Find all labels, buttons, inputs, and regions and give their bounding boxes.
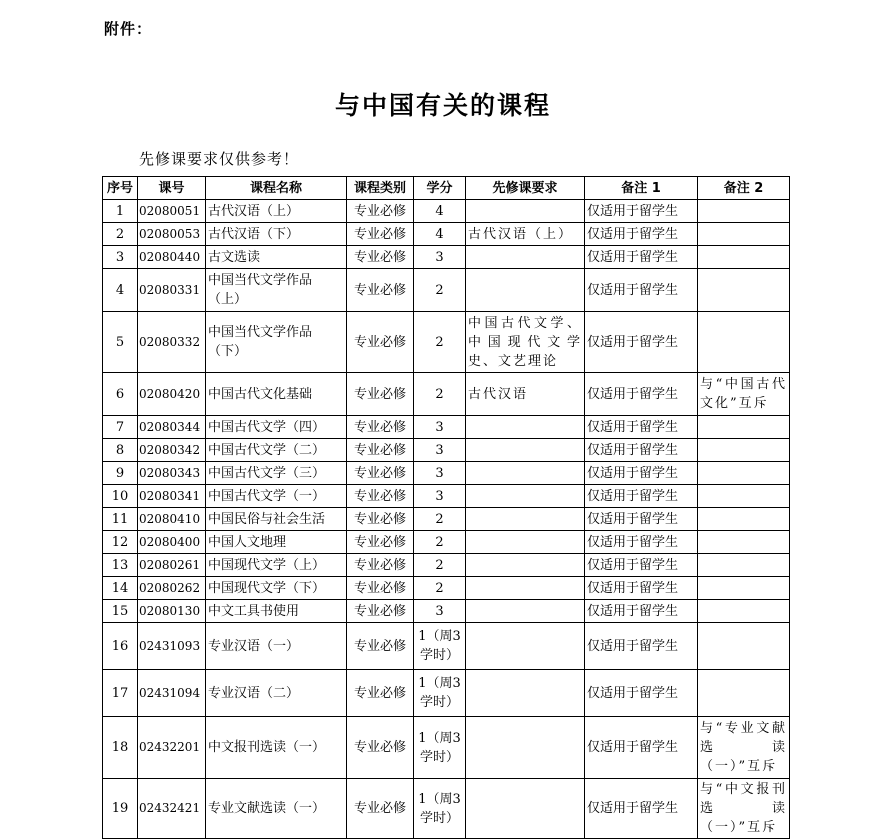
cell-name: 中国古代文学（三） [206,462,347,485]
cell-prereq [466,623,585,670]
cell-name: 中国古代文学（四） [206,416,347,439]
header-remark1: 备注 1 [585,177,698,200]
cell-no: 1 [103,200,138,223]
cell-code: 02080344 [138,416,206,439]
cell-remark2 [698,554,790,577]
cell-no: 8 [103,439,138,462]
cell-remark1: 仅适用于留学生 [585,670,698,717]
cell-no: 14 [103,577,138,600]
cell-remark1: 仅适用于留学生 [585,623,698,670]
cell-code: 02080261 [138,554,206,577]
cell-no: 17 [103,670,138,717]
header-prereq: 先修课要求 [466,177,585,200]
cell-name: 中国当代文学作品（下） [206,312,347,373]
header-code: 课号 [138,177,206,200]
cell-name: 中国民俗与社会生活 [206,508,347,531]
page-title: 与中国有关的课程 [334,91,551,120]
cell-credit: 2 [414,373,466,416]
cell-category: 专业必修 [347,485,414,508]
cell-name: 中国人文地理 [206,531,347,554]
cell-category: 专业必修 [347,623,414,670]
cell-credit: 3 [414,485,466,508]
cell-code: 02080420 [138,373,206,416]
cell-category: 专业必修 [347,200,414,223]
cell-credit: 4 [414,223,466,246]
cell-category: 专业必修 [347,508,414,531]
cell-category: 专业必修 [347,223,414,246]
cell-remark2: 与“专业文献选读（一）”互斥 [698,717,790,779]
cell-prereq [466,246,585,269]
table-row [103,600,790,623]
cell-remark1: 仅适用于留学生 [585,577,698,600]
cell-category: 专业必修 [347,269,414,312]
cell-remark2 [698,462,790,485]
cell-category: 专业必修 [347,246,414,269]
cell-credit: 2 [414,269,466,312]
cell-code: 02431093 [138,623,206,670]
cell-remark2 [698,312,790,373]
cell-remark2 [698,531,790,554]
cell-prereq [466,200,585,223]
table-row [103,623,790,670]
cell-remark1: 仅适用于留学生 [585,246,698,269]
cell-prereq [466,554,585,577]
cell-remark1: 仅适用于留学生 [585,485,698,508]
cell-category: 专业必修 [347,462,414,485]
cell-remark2: 与“中国古代文化”互斥 [698,373,790,416]
cell-code: 02080130 [138,600,206,623]
cell-category: 专业必修 [347,312,414,373]
cell-prereq [466,416,585,439]
cell-remark2 [698,246,790,269]
cell-code: 02080053 [138,223,206,246]
cell-no: 10 [103,485,138,508]
cell-category: 专业必修 [347,600,414,623]
cell-prereq [466,779,585,839]
cell-remark2 [698,623,790,670]
prerequisite-note: 先修课要求仅供参考！ [139,150,300,168]
course-table [102,176,790,839]
cell-code: 02080343 [138,462,206,485]
cell-name: 古代汉语（下） [206,223,347,246]
cell-remark2 [698,416,790,439]
cell-remark2 [698,670,790,717]
table-row [103,223,790,246]
cell-remark1: 仅适用于留学生 [585,600,698,623]
cell-remark1: 仅适用于留学生 [585,200,698,223]
cell-remark1: 仅适用于留学生 [585,223,698,246]
cell-category: 专业必修 [347,717,414,779]
cell-prereq [466,717,585,779]
cell-name: 专业文献选读（一） [206,779,347,839]
cell-code: 02080440 [138,246,206,269]
cell-remark1: 仅适用于留学生 [585,779,698,839]
table-row [103,439,790,462]
cell-no: 12 [103,531,138,554]
cell-category: 专业必修 [347,670,414,717]
cell-credit: 2 [414,531,466,554]
cell-code: 02080331 [138,269,206,312]
cell-prereq [466,531,585,554]
table-row [103,485,790,508]
cell-credit: 2 [414,508,466,531]
cell-name: 专业汉语（二） [206,670,347,717]
cell-credit: 3 [414,416,466,439]
cell-remark2 [698,485,790,508]
cell-code: 02431094 [138,670,206,717]
header-credit: 学分 [414,177,466,200]
cell-code: 02432421 [138,779,206,839]
attachment-label: 附件： [104,20,153,38]
cell-remark2 [698,200,790,223]
cell-remark1: 仅适用于留学生 [585,508,698,531]
cell-no: 16 [103,623,138,670]
cell-no: 19 [103,779,138,839]
cell-code: 02080410 [138,508,206,531]
table-row [103,373,790,416]
cell-remark1: 仅适用于留学生 [585,531,698,554]
cell-code: 02080341 [138,485,206,508]
cell-credit: 3 [414,439,466,462]
cell-no: 13 [103,554,138,577]
cell-prereq [466,577,585,600]
cell-name: 中国当代文学作品（上） [206,269,347,312]
cell-credit: 1（周3学时） [414,717,466,779]
cell-name: 中国现代文学（上） [206,554,347,577]
cell-no: 2 [103,223,138,246]
cell-name: 古文选读 [206,246,347,269]
cell-remark2: 与“中文报刊选读（一）”互斥 [698,779,790,839]
cell-credit: 3 [414,462,466,485]
table-row [103,508,790,531]
table-row [103,531,790,554]
cell-prereq [466,439,585,462]
cell-remark1: 仅适用于留学生 [585,373,698,416]
cell-remark2 [698,223,790,246]
cell-name: 中文工具书使用 [206,600,347,623]
cell-no: 4 [103,269,138,312]
cell-name: 中国古代文学（二） [206,439,347,462]
table-row [103,462,790,485]
cell-prereq: 古代汉语（上） [466,223,585,246]
table-header-row [103,177,790,200]
cell-credit: 2 [414,577,466,600]
header-no: 序号 [103,177,138,200]
cell-remark1: 仅适用于留学生 [585,717,698,779]
cell-category: 专业必修 [347,779,414,839]
cell-remark2 [698,577,790,600]
cell-code: 02080332 [138,312,206,373]
cell-no: 11 [103,508,138,531]
cell-no: 18 [103,717,138,779]
cell-no: 7 [103,416,138,439]
cell-name: 中国古代文化基础 [206,373,347,416]
cell-remark1: 仅适用于留学生 [585,439,698,462]
cell-credit: 4 [414,200,466,223]
table-row [103,554,790,577]
cell-credit: 3 [414,246,466,269]
table-row [103,670,790,717]
cell-prereq: 古代汉语 [466,373,585,416]
cell-remark1: 仅适用于留学生 [585,312,698,373]
cell-no: 3 [103,246,138,269]
cell-name: 专业汉语（一） [206,623,347,670]
cell-name: 中国现代文学（下） [206,577,347,600]
cell-no: 15 [103,600,138,623]
cell-category: 专业必修 [347,416,414,439]
cell-code: 02432201 [138,717,206,779]
cell-name: 中国古代文学（一） [206,485,347,508]
cell-credit: 1（周3学时） [414,670,466,717]
cell-category: 专业必修 [347,577,414,600]
cell-credit: 1（周3学时） [414,623,466,670]
cell-prereq [466,508,585,531]
cell-prereq: 中国古代文学、中国现代文学史、文艺理论 [466,312,585,373]
table-row [103,312,790,373]
table-row [103,200,790,223]
cell-code: 02080051 [138,200,206,223]
cell-no: 9 [103,462,138,485]
cell-remark1: 仅适用于留学生 [585,462,698,485]
cell-name: 中文报刊选读（一） [206,717,347,779]
table-row [103,717,790,779]
cell-remark1: 仅适用于留学生 [585,554,698,577]
table-row [103,779,790,839]
cell-category: 专业必修 [347,439,414,462]
cell-category: 专业必修 [347,373,414,416]
cell-remark1: 仅适用于留学生 [585,269,698,312]
cell-remark2 [698,269,790,312]
table-row [103,269,790,312]
cell-no: 5 [103,312,138,373]
header-name: 课程名称 [206,177,347,200]
header-remark2: 备注 2 [698,177,790,200]
table-row [103,577,790,600]
header-category: 课程类别 [347,177,414,200]
cell-prereq [466,462,585,485]
table-row [103,416,790,439]
cell-category: 专业必修 [347,554,414,577]
cell-category: 专业必修 [347,531,414,554]
cell-remark2 [698,600,790,623]
cell-code: 02080400 [138,531,206,554]
cell-code: 02080262 [138,577,206,600]
cell-remark2 [698,508,790,531]
cell-remark2 [698,439,790,462]
cell-credit: 2 [414,312,466,373]
cell-no: 6 [103,373,138,416]
cell-prereq [466,600,585,623]
cell-name: 古代汉语（上） [206,200,347,223]
cell-prereq [466,485,585,508]
cell-code: 02080342 [138,439,206,462]
cell-credit: 2 [414,554,466,577]
cell-credit: 3 [414,600,466,623]
cell-remark1: 仅适用于留学生 [585,416,698,439]
cell-prereq [466,670,585,717]
cell-credit: 1（周3学时） [414,779,466,839]
table-row [103,246,790,269]
cell-prereq [466,269,585,312]
